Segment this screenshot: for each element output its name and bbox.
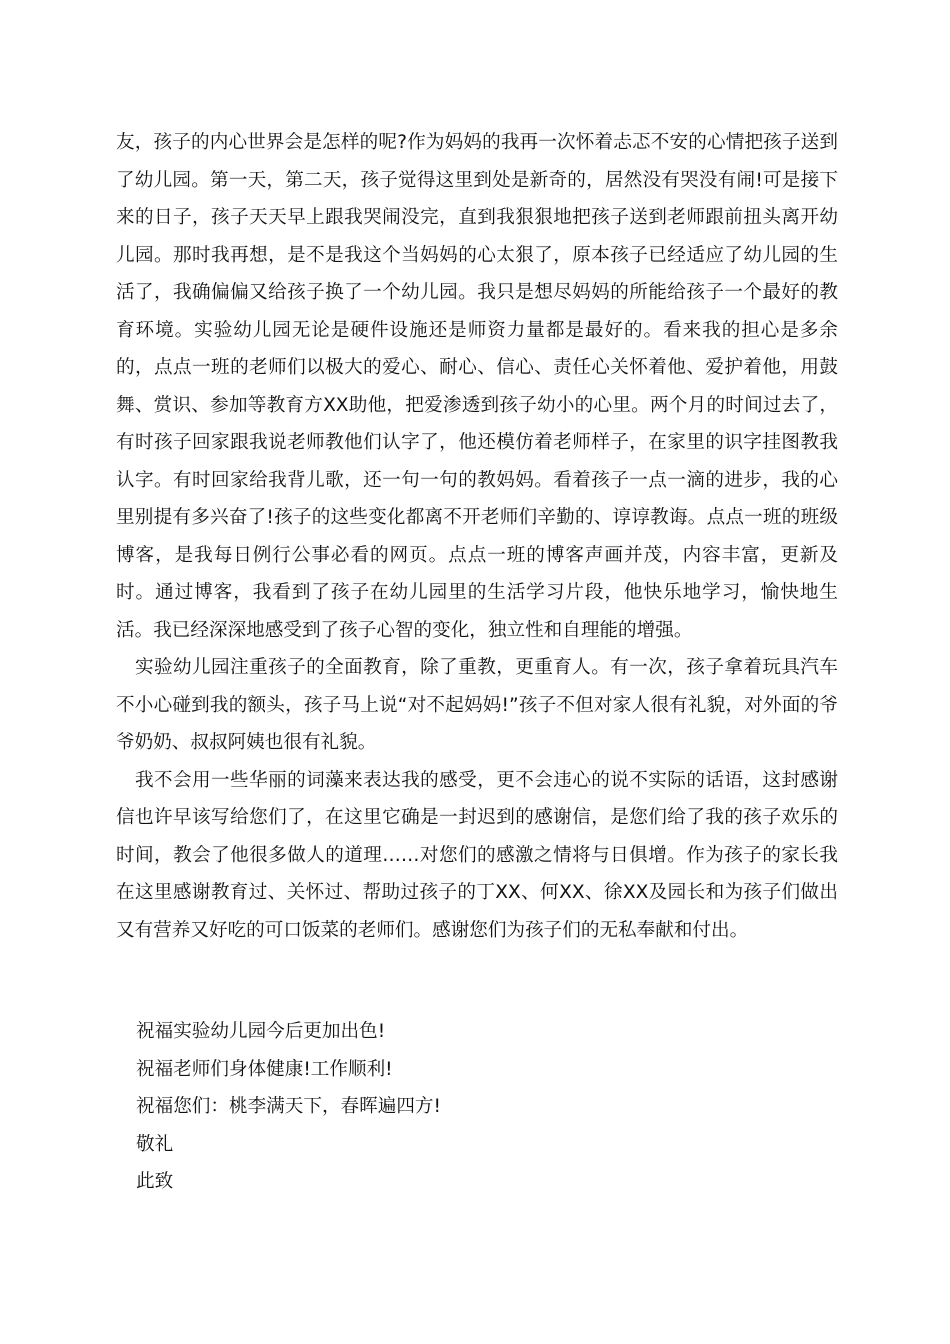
paragraph-3: 我不会用一些华丽的词藻来表达我的感受，更不会违心的说不实际的话语，这封感谢信也许早该写给您们了，在这里它确是一封迟到的感谢信，是您们给了我的孩子欢乐的时间，教会了他很多做人的道理……对您们的感激之情将与日俱增。作为孩子的家长我在这里感谢教育过、关怀过、帮助过孩子的丁XX、何XX、徐XX及园长和为孩子们做出又有营养又好吃的可口饭菜的老师们。感谢您们为孩子们的无私奉献和付出。 bbox=[116, 769, 838, 941]
blessing-line-1: 祝福实验幼儿园今后更加出色! bbox=[136, 1021, 386, 1042]
paragraph-1: 友，孩子的内心世界会是怎样的呢?作为妈妈的我再一次怀着忐忑不安的心情把孩子送到了幼儿园。第一天，第二天，孩子觉得这里到处是新奇的，居然没有哭没有闹!可是接下来的日子，孩子天天早上跟我哭闹没完，直到我狠狠地把孩子送到老师跟前扭头离开幼儿园。那时我再想，是不是我这个当妈妈的心太狠了，原本孩子已经适应了幼儿园的生活了，我确偏偏又给孩子换了一个幼儿园。我只是想尽妈妈的所能给孩子一个最好的教育环境。实验幼儿园无论是硬件设施还是师资力量都是最好的。看来我的担心是多余的，点点一班的老师们以极大的爱心、耐心、信心、责任心关怀着他、爱护着他，用鼓舞、赏识、参加等教育方XX助他，把爱渗透到孩子幼小的心里。两个月的时间过去了，有时孩子回家跟我说老师教他们认字了，他还模仿着老师样子，在家里的识字挂图教我认字。有时回家给我背儿歌，还一句一句的教妈妈。看着孩子一点一滴的进步，我的心里别提有多兴奋了!孩子的这些变化都离不开老师们辛勤的、谆谆教诲。点点一班的班级博客，是我每日例行公事必看的网页。点点一班的博客声画并茂，内容丰富，更新及时。通过博客，我看到了孩子在幼儿园里的生活学习片段，他快乐地学习，愉快地生活。我已经深深地感受到了孩子心智的变化，独立性和自理能的增强。 bbox=[116, 132, 838, 641]
paragraph-2: 实验幼儿园注重孩子的全面教育，除了重教，更重育人。有一次，孩子拿着玩具汽车不小心碰到我的额头，孩子马上说“对不起妈妈!”孩子不但对家人很有礼貌，对外面的爷爷奶奶、叔叔阿姨也很有礼貌。 bbox=[116, 657, 838, 753]
blessing-line-3: 祝福您们：桃李满天下，春晖遍四方! bbox=[136, 1096, 441, 1117]
letter-body bbox=[116, 124, 838, 949]
salutation-cizhi: 此致 bbox=[136, 1171, 174, 1192]
letter-closing bbox=[136, 1013, 836, 1201]
salutation-jingli: 敬礼 bbox=[136, 1133, 174, 1155]
blessing-line-2: 祝福老师们身体健康!工作顺利! bbox=[136, 1058, 393, 1080]
